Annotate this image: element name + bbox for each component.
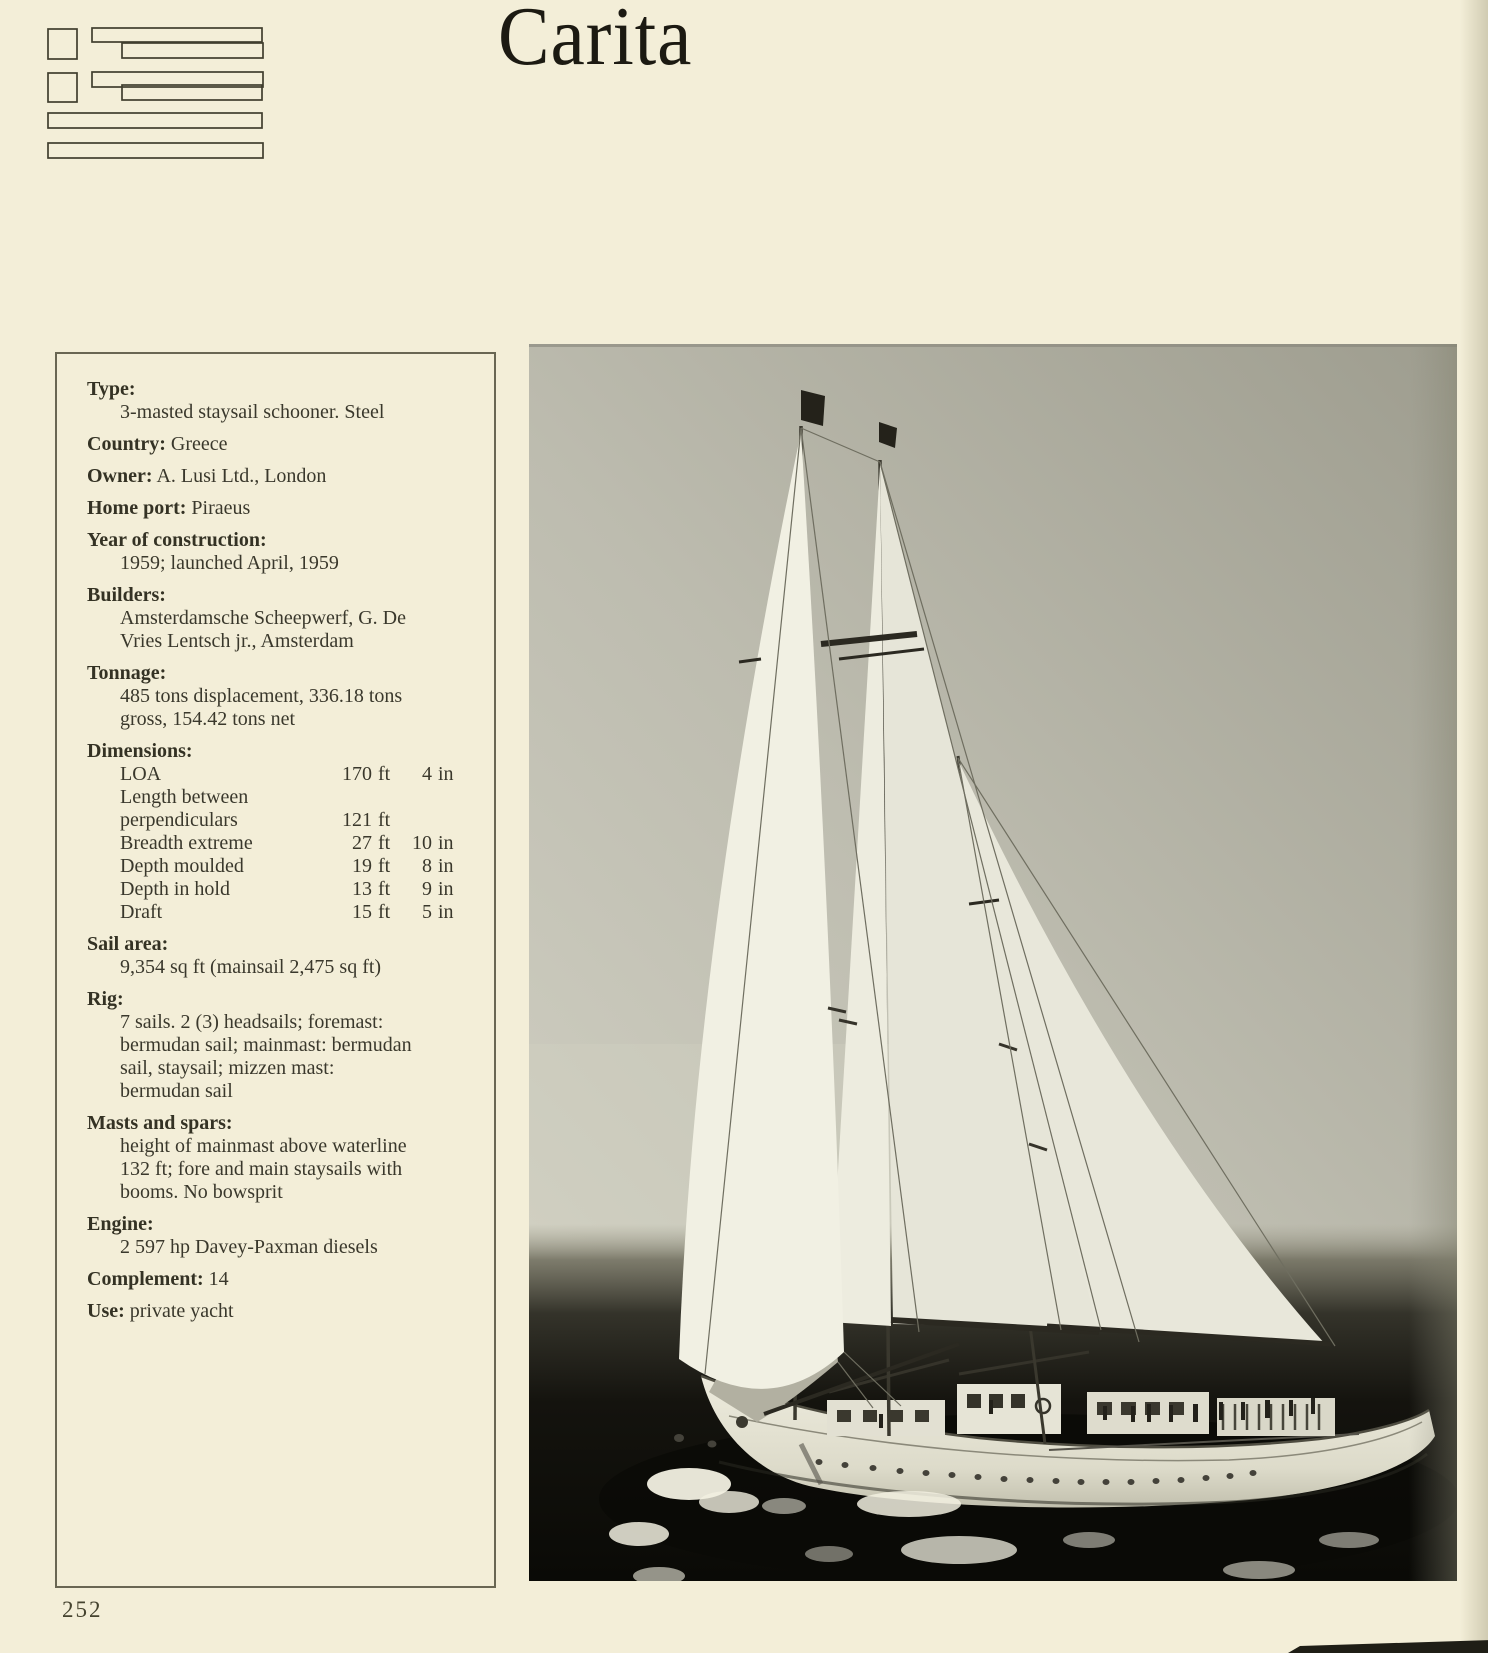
spec-line: 7 sails. 2 (3) headsails; foremast:: [120, 1011, 384, 1033]
spec-line: 1959; launched April, 1959: [120, 552, 339, 574]
spec-line: 2 597 hp Davey-Paxman diesels: [120, 1236, 378, 1258]
yacht-photo: [529, 344, 1457, 1581]
spec-label: Engine:: [87, 1213, 154, 1235]
greek-flag-icon: [33, 22, 268, 162]
spec-line: 132 ft; fore and main staysails with: [120, 1158, 403, 1180]
dimension-inches: [404, 786, 432, 809]
spec-label: Year of construction:: [87, 529, 267, 551]
spec-row: [87, 465, 484, 488]
inch-unit: in: [438, 878, 454, 900]
spec-section: [87, 1268, 484, 1291]
page-gutter-shadow: [1460, 0, 1488, 1653]
dimension-inches: 9: [422, 878, 432, 900]
spec-section: [87, 433, 484, 456]
dimension-name: Length between: [120, 786, 249, 808]
spec-list: [57, 354, 494, 1323]
spec-label: Tonnage:: [87, 662, 167, 684]
dimension-row: [87, 809, 464, 832]
spec-line: height of mainmast above waterline: [120, 1135, 407, 1157]
spec-label: Builders:: [87, 584, 166, 606]
feet-unit: ft: [378, 901, 391, 923]
spec-label: Type:: [87, 378, 136, 400]
dimension-row: [87, 786, 464, 809]
dimension-inches: [404, 809, 432, 832]
spec-section: [87, 1300, 484, 1323]
feet-unit: [372, 786, 404, 809]
spec-section: [87, 497, 484, 520]
spec-label: Rig:: [87, 988, 124, 1010]
inch-unit: in: [438, 763, 454, 785]
spec-line: 485 tons displacement, 336.18 tons: [120, 685, 403, 707]
feet-unit: ft: [378, 878, 391, 900]
inch-unit: [432, 809, 464, 832]
dimension-inches: 10: [412, 832, 432, 854]
dimension-name: Breadth extreme: [120, 832, 253, 854]
spec-label: Country:: [87, 433, 166, 455]
spec-label: Home port:: [87, 497, 187, 519]
spec-row: [87, 1300, 484, 1323]
spec-value: 14: [203, 1268, 229, 1290]
inch-unit: in: [438, 855, 454, 877]
spec-section: [87, 662, 484, 731]
page-number: 252: [62, 1597, 103, 1622]
spec-line: Amsterdamsche Scheepwerf, G. De: [120, 607, 407, 629]
dimension-name: Depth in hold: [120, 878, 230, 900]
spec-section: [87, 988, 484, 1103]
inch-unit: in: [438, 901, 454, 923]
spec-section: [87, 740, 484, 924]
dimension-inches: 5: [422, 901, 432, 923]
spec-label: Dimensions:: [87, 740, 193, 762]
spec-value: private yacht: [124, 1300, 234, 1322]
spec-label: Owner:: [87, 465, 153, 487]
dimension-feet: 170: [342, 763, 372, 785]
spec-line: sail, staysail; mizzen mast:: [120, 1057, 335, 1079]
spec-section: [87, 465, 484, 488]
dimension-row: [87, 855, 464, 878]
spec-line: Vries Lentsch jr., Amsterdam: [120, 630, 354, 652]
spec-line: 3-masted staysail schooner. Steel: [120, 401, 385, 423]
spec-value: Piraeus: [186, 497, 251, 519]
spec-section: [87, 584, 484, 653]
spec-row: [87, 497, 484, 520]
spec-section: [87, 1112, 484, 1204]
spec-label: Use:: [87, 1300, 125, 1322]
spec-line: 9,354 sq ft (mainsail 2,475 sq ft): [120, 956, 382, 978]
spec-label: Sail area:: [87, 933, 169, 955]
inch-unit: [432, 786, 464, 809]
spec-label: Complement:: [87, 1268, 204, 1290]
dimension-feet: 19: [352, 855, 372, 877]
dimension-row: [87, 878, 464, 901]
spec-line: bermudan sail; mainmast: bermudan: [120, 1034, 412, 1056]
photo-edge-shade: [1409, 344, 1457, 1581]
spec-section: [87, 378, 484, 424]
page-corner-shadow: [1288, 1639, 1488, 1653]
feet-unit: ft: [378, 763, 391, 785]
dimension-inches: 8: [422, 855, 432, 877]
page-title: Carita: [498, 0, 693, 83]
dimension-inches: 4: [422, 763, 432, 785]
dimension-feet: 13: [352, 878, 372, 900]
spec-line: bermudan sail: [120, 1080, 233, 1102]
photo-top-edge: [529, 344, 1457, 347]
dimension-name: perpendiculars: [120, 809, 238, 831]
inch-unit: in: [438, 832, 454, 854]
feet-unit: ft: [378, 809, 391, 831]
spec-value: A. Lusi Ltd., London: [152, 465, 327, 487]
dimension-row: [87, 832, 464, 855]
dimension-feet: 27: [352, 832, 372, 854]
dimension-feet: 15: [352, 901, 372, 923]
spec-line: gross, 154.42 tons net: [120, 708, 295, 730]
spec-value: Greece: [165, 433, 228, 455]
dimension-row: [87, 901, 464, 924]
spec-row: [87, 433, 484, 456]
feet-unit: ft: [378, 855, 391, 877]
spec-section: [87, 933, 484, 979]
spec-box: [55, 352, 496, 1588]
dimension-name: LOA: [120, 763, 162, 785]
spec-section: [87, 1213, 484, 1259]
spec-line: booms. No bowsprit: [120, 1181, 283, 1203]
dimension-row: [87, 763, 464, 786]
feet-unit: ft: [378, 832, 391, 854]
spec-section: [87, 529, 484, 575]
dimension-feet: 121: [342, 809, 372, 831]
dimension-feet: [328, 786, 372, 809]
fore-flag: [801, 390, 825, 426]
dimension-name: Depth moulded: [120, 855, 244, 877]
spec-label: Masts and spars:: [87, 1112, 233, 1134]
dimension-name: Draft: [120, 901, 163, 923]
spec-row: [87, 1268, 484, 1291]
